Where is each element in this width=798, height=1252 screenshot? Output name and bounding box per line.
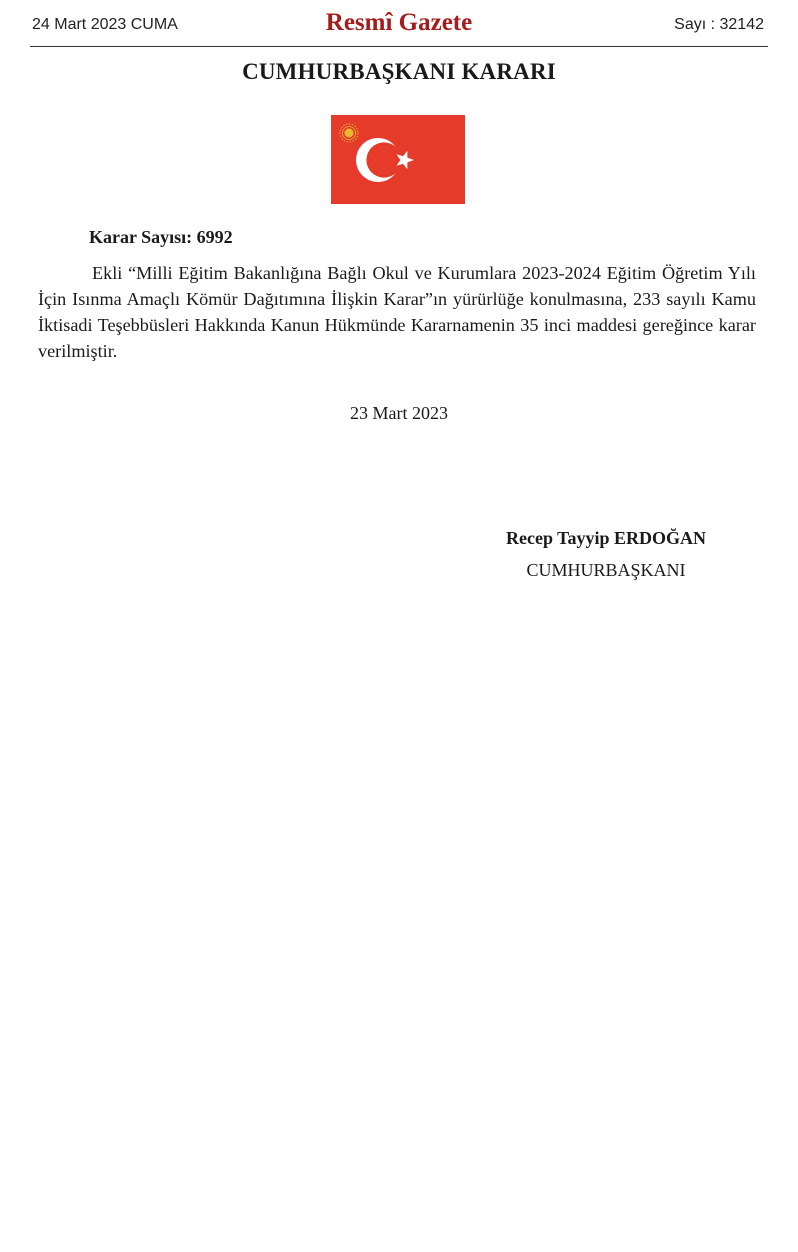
document-title: CUMHURBAŞKANI KARARI <box>242 59 556 84</box>
turkish-flag-icon <box>331 115 465 204</box>
gazette-title: Resmî Gazete <box>325 9 473 36</box>
decision-number: Karar Sayısı: 6992 <box>89 227 233 247</box>
signer-name: Recep Tayyip ERDOĞAN <box>505 528 707 548</box>
issue-date: 24 Mart 2023 CUMA <box>32 16 178 33</box>
decision-date: 23 Mart 2023 <box>350 403 448 423</box>
decision-body: Ekli “Milli Eğitim Bakanlığına Bağlı Okul ve Kurumlara 2023-2024 Eğitim Öğretim Yılı İçin Isınma Amaçlı Kömür Dağıtımına İlişkin Karar”ın yürürlüğe konulmasına, 233 sayılı Kamu İktisadi Teşebbüsleri Hakkında Kanun Hükmünde Kararnamenin 35 inci maddesi gereğince karar verilmiştir. <box>38 263 756 361</box>
gazette-header <box>30 0 768 47</box>
issue-number: Sayı : 32142 <box>674 16 764 33</box>
signer-title: CUMHURBAŞKANI <box>526 560 686 580</box>
